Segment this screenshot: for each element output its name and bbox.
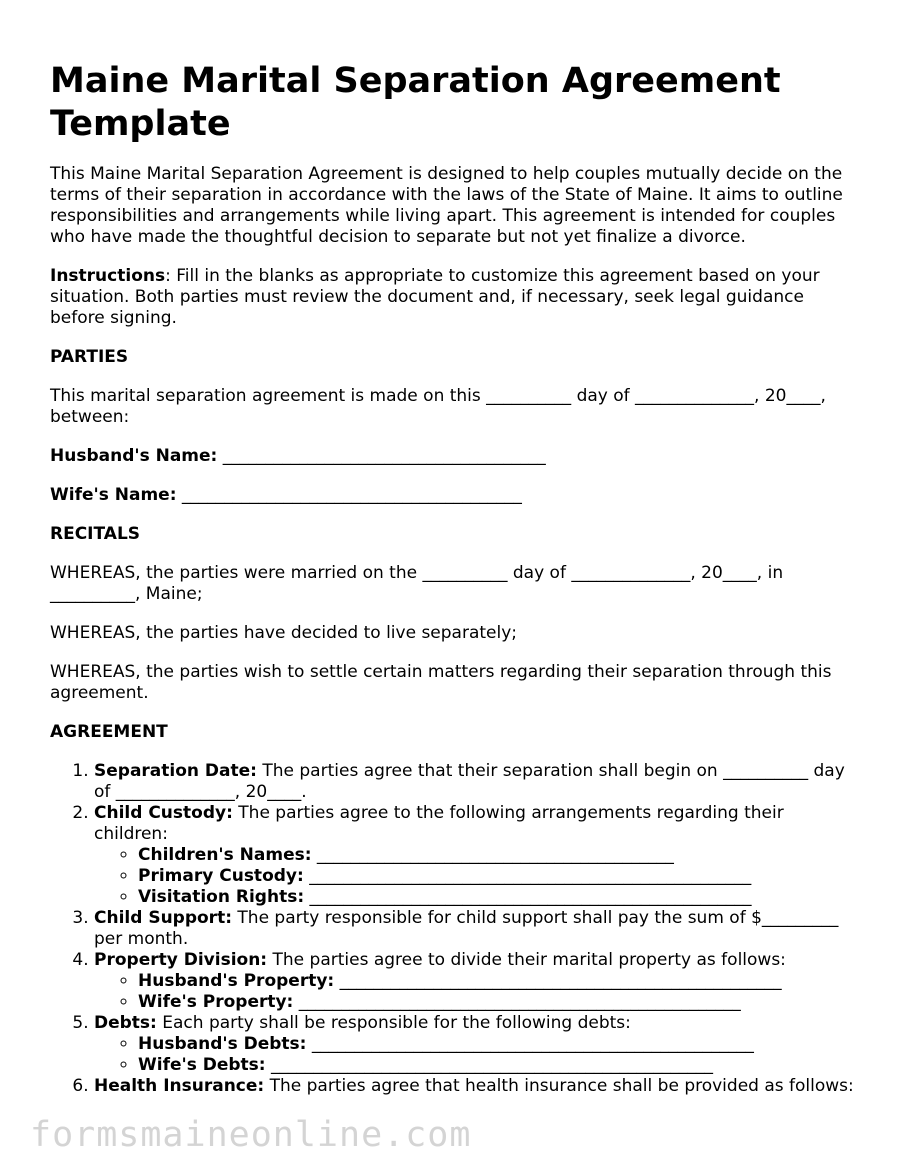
- sub-item-blank: ____________________________________________________: [293, 992, 741, 1012]
- agreement-item-label: Child Custody:: [94, 803, 233, 823]
- parties-heading: PARTIES: [50, 347, 129, 367]
- agreement-item-label: Separation Date:: [94, 761, 257, 781]
- document-page: [50, 60, 856, 1097]
- sub-item-label: Primary Custody:: [138, 866, 304, 886]
- sub-item-label: Wife's Debts:: [138, 1055, 266, 1075]
- sub-item-husband-debts: [138, 1034, 856, 1055]
- husband-name-blank: ______________________________________: [217, 446, 546, 466]
- sub-item-label: Husband's Debts:: [138, 1034, 307, 1054]
- child-custody-sublist: [94, 845, 856, 908]
- agreement-item-label: Health Insurance:: [94, 1076, 265, 1096]
- recital-married: WHEREAS, the parties were married on the __________ day of ______________, 20____, in __________, Maine;: [50, 563, 784, 604]
- husband-name-line: [50, 446, 856, 467]
- debts-sublist: [94, 1034, 856, 1076]
- agreement-item-text: Each party shall be responsible for the following debts:: [156, 1013, 631, 1033]
- sub-item-wife-property: [138, 992, 856, 1013]
- instructions-label: Instructions: [50, 266, 166, 286]
- husband-name-label: Husband's Name:: [50, 446, 218, 466]
- sub-item-primary-custody: [138, 866, 856, 887]
- sub-item-blank: ____________________________________________________: [334, 971, 782, 991]
- watermark-text: formsmaineonline.com: [30, 1115, 472, 1155]
- sub-item-blank: ____________________________________________________: [306, 1034, 754, 1054]
- sub-item-husband-property: [138, 971, 856, 992]
- sub-item-label: Husband's Property:: [138, 971, 335, 991]
- agreement-list: [50, 761, 856, 1097]
- sub-item-label: Wife's Property:: [138, 992, 294, 1012]
- sub-item-label: Children's Names:: [138, 845, 312, 865]
- agreement-item-debts: [94, 1013, 856, 1076]
- agreement-item-health-insurance: [94, 1076, 856, 1097]
- agreement-item-label: Child Support:: [94, 908, 232, 928]
- sub-item-blank: ____________________________________________________: [265, 1055, 714, 1075]
- agreement-item-child-support: [94, 908, 856, 950]
- sub-item-blank: __________________________________________: [311, 845, 674, 865]
- wife-name-blank: ________________________________________: [176, 485, 522, 505]
- agreement-item-child-custody: [94, 803, 856, 908]
- sub-item-blank: ____________________________________________________: [303, 866, 752, 886]
- sub-item-children-names: [138, 845, 856, 866]
- intro-paragraph: This Maine Marital Separation Agreement is designed to help couples mutually decide on the terms of their separation in accordance with the laws of the State of Maine. It aims to outline responsibilities and arrangements while living apart. This agreement is intended for couples who have made the thoughtful decision to separate but not yet finalize a divorce.: [50, 164, 843, 247]
- property-division-sublist: [94, 971, 856, 1013]
- agreement-item-text: The parties agree that their separation shall begin on __________ day of ______________, 20____.: [94, 761, 845, 802]
- sub-item-visitation-rights: [138, 887, 856, 908]
- agreement-item-text: The parties agree that health insurance shall be provided as follows:: [264, 1076, 854, 1096]
- sub-item-blank: ____________________________________________________: [304, 887, 752, 907]
- agreement-item-separation-date: [94, 761, 856, 803]
- instructions-paragraph: [50, 266, 856, 329]
- recital-settle-matters: WHEREAS, the parties wish to settle certain matters regarding their separation through this agreement.: [50, 662, 832, 703]
- agreement-item-text: The parties agree to divide their marital property as follows:: [267, 950, 786, 970]
- instructions-text: : Fill in the blanks as appropriate to customize this agreement based on your situation. Both parties must review the document and, if necessary, seek legal guidance before signing.: [50, 266, 820, 328]
- parties-intro: This marital separation agreement is made on this __________ day of ______________, 20____, between:: [50, 386, 826, 427]
- wife-name-line: [50, 485, 856, 506]
- sub-item-label: Visitation Rights:: [138, 887, 305, 907]
- agreement-item-property-division: [94, 950, 856, 1013]
- agreement-item-text: The party responsible for child support shall pay the sum of $_________ per month.: [94, 908, 839, 949]
- agreement-item-text: The parties agree to the following arrangements regarding their children:: [94, 803, 784, 844]
- sub-item-wife-debts: [138, 1055, 856, 1076]
- recital-live-separately: WHEREAS, the parties have decided to live separately;: [50, 623, 518, 643]
- document-title: Maine Marital Separation Agreement Template: [50, 61, 781, 144]
- agreement-item-label: Debts:: [94, 1013, 157, 1033]
- agreement-item-label: Property Division:: [94, 950, 268, 970]
- recitals-heading: RECITALS: [50, 524, 141, 544]
- agreement-heading: AGREEMENT: [50, 722, 168, 742]
- wife-name-label: Wife's Name:: [50, 485, 177, 505]
